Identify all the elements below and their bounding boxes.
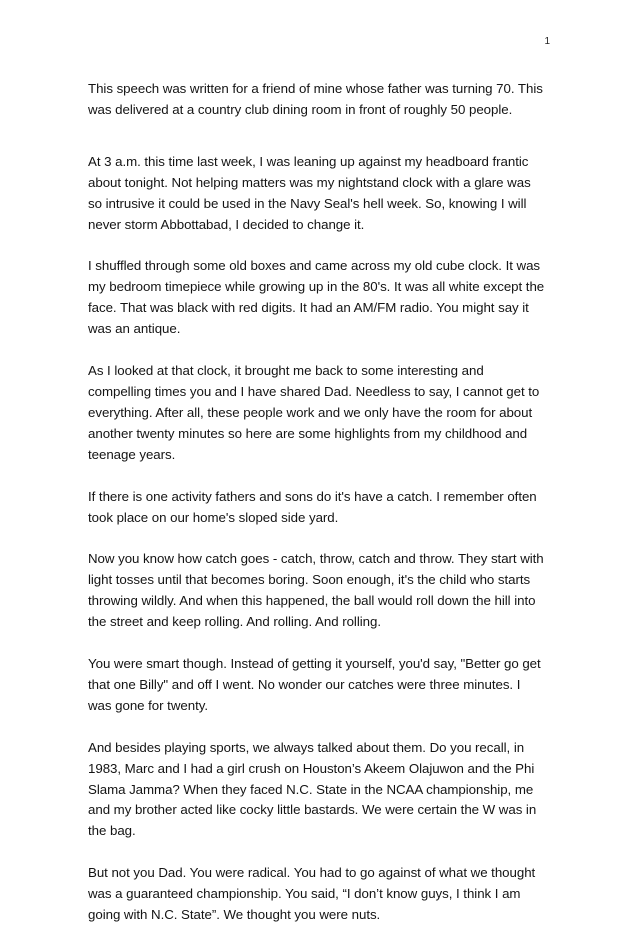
text-line: If there is one activity fathers and sons do it's have a catch. I remember often bbox=[88, 488, 537, 504]
text-line: that one Billy" and off I went. No wonder our catches were three minutes. I bbox=[88, 676, 521, 692]
text-line: the street and keep rolling. And rolling. And rolling. bbox=[88, 614, 381, 630]
text-line: But not you Dad. You were radical. You had to go against of what we thought bbox=[88, 865, 536, 881]
text-line: As I looked at that clock, it brought me back to some interesting and bbox=[88, 363, 484, 379]
text-line: never storm Abbottabad, I decided to change it. bbox=[88, 216, 365, 232]
text-line: compelling times you and I have shared Dad. Needless to say, I cannot get to bbox=[88, 383, 540, 399]
paragraph-opening bbox=[88, 152, 560, 236]
document-body bbox=[88, 79, 560, 947]
text-line: Slama Jamma? When they faced N.C. State in the NCAA championship, me bbox=[88, 781, 534, 797]
text-line: This speech was written for a friend of mine whose father was turning 70. This bbox=[88, 81, 543, 96]
text-line: was a guaranteed championship. You said, “I don’t know guys, I think I am bbox=[88, 886, 521, 902]
text-line: light tosses until that becomes boring. Soon enough, it's the child who starts bbox=[88, 572, 531, 588]
page-number: 1 bbox=[544, 36, 550, 47]
text-line: And besides playing sports, we always talked about them. Do you recall, in bbox=[88, 739, 525, 755]
paragraph-catch bbox=[88, 487, 560, 529]
paragraph-billy bbox=[88, 654, 560, 717]
paragraph-intro-note bbox=[88, 79, 560, 121]
text-line: another twenty minutes so here are some highlights from my childhood and bbox=[88, 425, 528, 441]
paragraph-memories bbox=[88, 361, 560, 466]
text-line: about tonight. Not helping matters was my nightstand clock with a glare was bbox=[88, 174, 531, 190]
text-line: the bag. bbox=[88, 823, 136, 839]
paragraph-cube-clock bbox=[88, 256, 560, 340]
text-line: Now you know how catch goes - catch, throw, catch and throw. They start with bbox=[88, 551, 544, 567]
text-line: You were smart though. Instead of getting it yourself, you'd say, "Better go get bbox=[88, 656, 541, 672]
text-line: took place on our home's sloped side yard. bbox=[88, 509, 339, 525]
text-line: was an antique. bbox=[88, 321, 181, 337]
text-line: 1983, Marc and I had a girl crush on Houston’s Akeem Olajuwon and the Phi bbox=[88, 760, 535, 776]
text-line: was delivered at a country club dining room in front of roughly 50 people. bbox=[88, 101, 513, 117]
text-line: I shuffled through some old boxes and came across my old cube clock. It was bbox=[88, 258, 541, 274]
text-line: throwing wildly. And when this happened, the ball would roll down the hill into bbox=[88, 593, 536, 609]
text-line: was gone for twenty. bbox=[88, 697, 208, 713]
text-line: At 3 a.m. this time last week, I was leaning up against my headboard frantic bbox=[88, 153, 529, 169]
text-line: teenage years. bbox=[88, 446, 176, 462]
text-line: my bedroom timepiece while growing up in the 80's. It was all white except the bbox=[88, 279, 545, 295]
text-line: and my brother acted like cocky little bastards. We were certain the W was in bbox=[88, 802, 537, 818]
paragraph-rolling bbox=[88, 549, 560, 633]
text-line: so intrusive it could be used in the Navy Seal's hell week. So, knowing I will bbox=[88, 195, 527, 211]
paragraph-radical-dad bbox=[88, 863, 560, 926]
text-line: everything. After all, these people work and we only have the room for about bbox=[88, 404, 533, 420]
text-line: face. That was black with red digits. It had an AM/FM radio. You might say it bbox=[88, 300, 529, 316]
text-line: going with N.C. State”. We thought you were nuts. bbox=[88, 907, 381, 923]
paragraph-sports-talk bbox=[88, 738, 560, 843]
